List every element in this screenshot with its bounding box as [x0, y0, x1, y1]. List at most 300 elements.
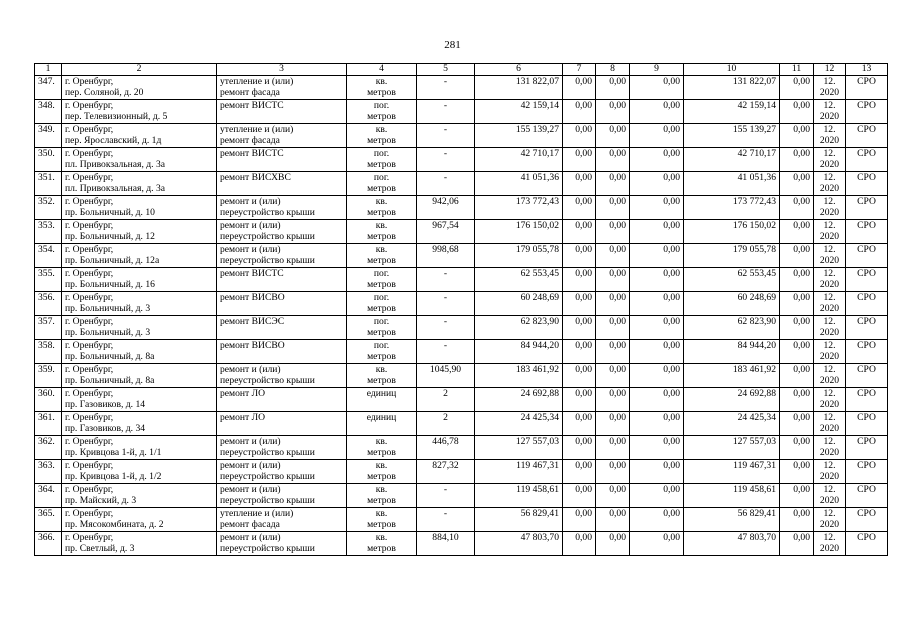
col8-cell: 0,00 [596, 268, 630, 292]
term-cell-line: 2020 [819, 495, 840, 506]
method-cell: СРО [846, 412, 888, 436]
work-type-cell [217, 388, 347, 412]
total-cost-cell: 24 425,34 [475, 412, 563, 436]
work-type-cell-line: утепление и (или) [220, 508, 294, 519]
work-type-cell-line [220, 423, 343, 434]
address-cell-line: пр. Больничный, д. 16 [65, 279, 155, 290]
total-cost-cell: 179 055,78 [475, 244, 563, 268]
work-type-cell [217, 268, 347, 292]
method-cell: СРО [846, 124, 888, 148]
row-number: 360. [35, 388, 62, 412]
address-cell-line: пр. Больничный, д. 3 [65, 303, 151, 314]
term-cell-line: 12. [823, 76, 836, 87]
row-number: 355. [35, 268, 62, 292]
total-cost-cell: 155 139,27 [475, 124, 563, 148]
term-cell-line: 2020 [819, 279, 840, 290]
work-type-cell [217, 244, 347, 268]
term-cell-line: 12. [823, 196, 836, 207]
address-cell-line: пл. Привокзальная, д. 3а [65, 183, 166, 194]
address-cell [62, 220, 217, 244]
col7-cell: 0,00 [563, 388, 596, 412]
col10-cell: 155 139,27 [684, 124, 780, 148]
address-cell [62, 196, 217, 220]
unit-cell-line: метров [367, 279, 396, 290]
work-type-cell [217, 100, 347, 124]
table-row [35, 172, 888, 196]
term-cell [814, 532, 846, 556]
col11-cell: 0,00 [780, 316, 814, 340]
row-number: 364. [35, 484, 62, 508]
term-cell [814, 412, 846, 436]
address-cell-line: г. Оренбург, [65, 292, 114, 303]
unit-cell [347, 364, 417, 388]
column-number-header: 13 [846, 64, 888, 76]
col9-cell: 0,00 [630, 196, 684, 220]
unit-cell-line: метров [367, 327, 396, 338]
method-cell: СРО [846, 76, 888, 100]
col8-cell: 0,00 [596, 508, 630, 532]
work-type-cell-line: ремонт ВИСВО [220, 292, 285, 303]
quantity-cell: - [417, 292, 475, 316]
col9-cell: 0,00 [630, 316, 684, 340]
work-type-cell [217, 436, 347, 460]
col9-cell: 0,00 [630, 100, 684, 124]
work-type-cell [217, 124, 347, 148]
term-cell-line: 12. [823, 460, 836, 471]
quantity-cell: - [417, 76, 475, 100]
term-cell-line: 12. [823, 220, 836, 231]
method-cell: СРО [846, 364, 888, 388]
unit-cell [347, 412, 417, 436]
col11-cell: 0,00 [780, 436, 814, 460]
unit-cell-line: кв. [375, 244, 388, 255]
quantity-cell: - [417, 316, 475, 340]
term-cell [814, 220, 846, 244]
total-cost-cell: 47 803,70 [475, 532, 563, 556]
unit-cell [347, 508, 417, 532]
row-number: 347. [35, 76, 62, 100]
table-row [35, 508, 888, 532]
row-number: 363. [35, 460, 62, 484]
work-type-cell [217, 292, 347, 316]
col9-cell: 0,00 [630, 412, 684, 436]
col10-cell: 56 829,41 [684, 508, 780, 532]
term-cell-line: 12. [823, 388, 836, 399]
term-cell [814, 172, 846, 196]
term-cell [814, 340, 846, 364]
term-cell-line: 2020 [819, 351, 840, 362]
unit-cell-line: кв. [375, 220, 388, 231]
unit-cell-line [350, 399, 413, 410]
column-number-header: 2 [62, 64, 217, 76]
work-type-cell-line: ремонт и (или) [220, 436, 281, 447]
method-cell: СРО [846, 388, 888, 412]
unit-cell [347, 268, 417, 292]
address-cell-line: г. Оренбург, [65, 268, 114, 279]
col9-cell: 0,00 [630, 388, 684, 412]
col8-cell: 0,00 [596, 388, 630, 412]
address-cell-line: пр. Больничный, д. 10 [65, 207, 155, 218]
col9-cell: 0,00 [630, 172, 684, 196]
address-cell-line: пер. Соляной, д. 20 [65, 87, 144, 98]
quantity-cell: 1045,90 [417, 364, 475, 388]
column-number-row [35, 64, 888, 76]
address-cell-line: пр. Больничный, д. 12 [65, 231, 155, 242]
col9-cell: 0,00 [630, 532, 684, 556]
work-type-cell-line: ремонт фасада [220, 87, 280, 98]
col8-cell: 0,00 [596, 124, 630, 148]
column-number-header: 1 [35, 64, 62, 76]
term-cell-line: 2020 [819, 399, 840, 410]
unit-cell-line: метров [367, 231, 396, 242]
address-cell-line: пр. Газовиков, д. 14 [65, 399, 146, 410]
col7-cell: 0,00 [563, 460, 596, 484]
total-cost-cell: 62 553,45 [475, 268, 563, 292]
method-cell: СРО [846, 508, 888, 532]
total-cost-cell: 56 829,41 [475, 508, 563, 532]
unit-cell-line: метров [367, 303, 396, 314]
term-cell [814, 436, 846, 460]
quantity-cell: 967,54 [417, 220, 475, 244]
col7-cell: 0,00 [563, 316, 596, 340]
quantity-cell: 827,32 [417, 460, 475, 484]
address-cell-line: г. Оренбург, [65, 436, 114, 447]
unit-cell-line: пог. [373, 100, 390, 111]
col9-cell: 0,00 [630, 268, 684, 292]
column-number-header: 11 [780, 64, 814, 76]
table-row [35, 148, 888, 172]
unit-cell-line: кв. [375, 196, 388, 207]
work-type-cell-line [220, 183, 343, 194]
col7-cell: 0,00 [563, 532, 596, 556]
term-cell-line: 2020 [819, 423, 840, 434]
term-cell-line: 2020 [819, 519, 840, 530]
work-type-cell-line: ремонт и (или) [220, 220, 281, 231]
work-type-cell-line: ремонт и (или) [220, 244, 281, 255]
column-number-header: 12 [814, 64, 846, 76]
work-type-cell [217, 532, 347, 556]
work-type-cell-line [220, 327, 343, 338]
quantity-cell: - [417, 172, 475, 196]
term-cell-line: 2020 [819, 447, 840, 458]
quantity-cell: - [417, 340, 475, 364]
unit-cell-line: метров [367, 111, 396, 122]
term-cell [814, 196, 846, 220]
column-number-header: 5 [417, 64, 475, 76]
table-row [35, 460, 888, 484]
work-type-cell-line: ремонт ВИСЭС [220, 316, 285, 327]
work-type-cell-line: переустройство крыши [220, 255, 315, 266]
term-cell-line: 2020 [819, 327, 840, 338]
address-cell [62, 364, 217, 388]
col11-cell: 0,00 [780, 172, 814, 196]
col7-cell: 0,00 [563, 124, 596, 148]
col7-cell: 0,00 [563, 100, 596, 124]
term-cell-line: 12. [823, 436, 836, 447]
row-number: 362. [35, 436, 62, 460]
work-type-cell-line [220, 159, 343, 170]
address-cell [62, 100, 217, 124]
term-cell [814, 148, 846, 172]
table-row [35, 124, 888, 148]
unit-cell-line: кв. [375, 484, 388, 495]
total-cost-cell: 119 458,61 [475, 484, 563, 508]
quantity-cell: - [417, 148, 475, 172]
quantity-cell: 446,78 [417, 436, 475, 460]
work-type-cell-line: переустройство крыши [220, 495, 315, 506]
col11-cell: 0,00 [780, 532, 814, 556]
table-row [35, 388, 888, 412]
total-cost-cell: 84 944,20 [475, 340, 563, 364]
col9-cell: 0,00 [630, 460, 684, 484]
term-cell [814, 268, 846, 292]
table-row [35, 220, 888, 244]
work-type-cell-line: ремонт фасада [220, 135, 280, 146]
method-cell: СРО [846, 460, 888, 484]
quantity-cell: - [417, 268, 475, 292]
col10-cell: 42 159,14 [684, 100, 780, 124]
work-type-cell-line: ремонт ВИСТС [220, 100, 284, 111]
unit-cell [347, 532, 417, 556]
work-type-cell-line: переустройство крыши [220, 207, 315, 218]
column-number-header: 4 [347, 64, 417, 76]
term-cell [814, 244, 846, 268]
address-cell [62, 484, 217, 508]
col8-cell: 0,00 [596, 364, 630, 388]
address-cell-line: г. Оренбург, [65, 172, 114, 183]
row-number: 361. [35, 412, 62, 436]
term-cell-line: 2020 [819, 207, 840, 218]
work-type-cell [217, 412, 347, 436]
total-cost-cell: 42 710,17 [475, 148, 563, 172]
work-type-cell-line: утепление и (или) [220, 76, 294, 87]
unit-cell-line: метров [367, 135, 396, 146]
col11-cell: 0,00 [780, 364, 814, 388]
term-cell [814, 76, 846, 100]
term-cell-line: 12. [823, 532, 836, 543]
address-cell-line: г. Оренбург, [65, 412, 114, 423]
column-number-header: 8 [596, 64, 630, 76]
col8-cell: 0,00 [596, 532, 630, 556]
address-cell [62, 436, 217, 460]
col7-cell: 0,00 [563, 76, 596, 100]
table-body [35, 76, 888, 556]
address-cell [62, 148, 217, 172]
work-type-cell [217, 484, 347, 508]
work-type-cell-line: переустройство крыши [220, 231, 315, 242]
col7-cell: 0,00 [563, 484, 596, 508]
total-cost-cell: 183 461,92 [475, 364, 563, 388]
table-row [35, 244, 888, 268]
quantity-cell: - [417, 100, 475, 124]
address-cell-line: г. Оренбург, [65, 340, 114, 351]
unit-cell-line: пог. [373, 292, 390, 303]
work-type-cell-line [220, 111, 343, 122]
col7-cell: 0,00 [563, 412, 596, 436]
column-number-header: 3 [217, 64, 347, 76]
unit-cell [347, 484, 417, 508]
row-number: 353. [35, 220, 62, 244]
total-cost-cell: 62 823,90 [475, 316, 563, 340]
quantity-cell: - [417, 124, 475, 148]
col11-cell: 0,00 [780, 484, 814, 508]
col10-cell: 24 692,88 [684, 388, 780, 412]
term-cell-line: 2020 [819, 255, 840, 266]
address-cell [62, 124, 217, 148]
unit-cell-line: пог. [373, 316, 390, 327]
quantity-cell: - [417, 484, 475, 508]
col9-cell: 0,00 [630, 220, 684, 244]
col11-cell: 0,00 [780, 292, 814, 316]
col9-cell: 0,00 [630, 244, 684, 268]
unit-cell [347, 220, 417, 244]
work-type-cell [217, 148, 347, 172]
address-cell [62, 340, 217, 364]
work-type-cell-line: переустройство крыши [220, 471, 315, 482]
term-cell-line: 12. [823, 340, 836, 351]
method-cell: СРО [846, 484, 888, 508]
work-type-cell-line: ремонт и (или) [220, 460, 281, 471]
unit-cell [347, 100, 417, 124]
col9-cell: 0,00 [630, 76, 684, 100]
address-cell-line: г. Оренбург, [65, 220, 114, 231]
address-cell-line: г. Оренбург, [65, 364, 114, 375]
col11-cell: 0,00 [780, 388, 814, 412]
address-cell-line: г. Оренбург, [65, 100, 114, 111]
unit-cell-line: метров [367, 519, 396, 530]
address-cell [62, 172, 217, 196]
address-cell-line: пр. Больничный, д. 8а [65, 375, 155, 386]
term-cell-line: 2020 [819, 375, 840, 386]
unit-cell-line: метров [367, 183, 396, 194]
col8-cell: 0,00 [596, 460, 630, 484]
address-cell-line: пр. Кривцова 1-й, д. 1/2 [65, 471, 162, 482]
unit-cell [347, 172, 417, 196]
unit-cell-line: кв. [375, 436, 388, 447]
table-row [35, 436, 888, 460]
address-cell-line: г. Оренбург, [65, 388, 114, 399]
unit-cell-line: метров [367, 471, 396, 482]
col11-cell: 0,00 [780, 412, 814, 436]
address-cell [62, 508, 217, 532]
address-cell-line: пр. Майский, д. 3 [65, 495, 137, 506]
col11-cell: 0,00 [780, 148, 814, 172]
total-cost-cell: 176 150,02 [475, 220, 563, 244]
table-row [35, 292, 888, 316]
unit-cell-line: кв. [375, 460, 388, 471]
term-cell-line: 2020 [819, 471, 840, 482]
col9-cell: 0,00 [630, 340, 684, 364]
term-cell [814, 388, 846, 412]
col10-cell: 183 461,92 [684, 364, 780, 388]
col7-cell: 0,00 [563, 508, 596, 532]
col8-cell: 0,00 [596, 340, 630, 364]
term-cell [814, 316, 846, 340]
address-cell-line: г. Оренбург, [65, 460, 114, 471]
col8-cell: 0,00 [596, 244, 630, 268]
work-type-cell-line [220, 279, 343, 290]
work-type-cell-line: ремонт ЛО [220, 412, 266, 423]
col10-cell: 179 055,78 [684, 244, 780, 268]
unit-cell-line: метров [367, 447, 396, 458]
col9-cell: 0,00 [630, 364, 684, 388]
method-cell: СРО [846, 220, 888, 244]
term-cell-line: 12. [823, 316, 836, 327]
work-type-cell [217, 460, 347, 484]
work-type-cell [217, 316, 347, 340]
col7-cell: 0,00 [563, 292, 596, 316]
unit-cell-line: единиц [366, 388, 397, 399]
table-row [35, 364, 888, 388]
address-cell-line: г. Оренбург, [65, 316, 114, 327]
col8-cell: 0,00 [596, 436, 630, 460]
work-type-cell-line: ремонт ЛО [220, 388, 266, 399]
total-cost-cell: 173 772,43 [475, 196, 563, 220]
unit-cell [347, 460, 417, 484]
unit-cell [347, 316, 417, 340]
unit-cell-line: метров [367, 255, 396, 266]
term-cell [814, 292, 846, 316]
col11-cell: 0,00 [780, 220, 814, 244]
address-cell-line: г. Оренбург, [65, 148, 114, 159]
col8-cell: 0,00 [596, 76, 630, 100]
row-number: 359. [35, 364, 62, 388]
work-type-cell [217, 508, 347, 532]
address-cell-line: пр. Кривцова 1-й, д. 1/1 [65, 447, 162, 458]
term-cell [814, 364, 846, 388]
address-cell-line: пл. Привокзальная, д. 3а [65, 159, 166, 170]
unit-cell-line: пог. [373, 268, 390, 279]
unit-cell-line: пог. [373, 172, 390, 183]
total-cost-cell: 127 557,03 [475, 436, 563, 460]
col7-cell: 0,00 [563, 148, 596, 172]
unit-cell [347, 340, 417, 364]
address-cell [62, 268, 217, 292]
table-row [35, 532, 888, 556]
col10-cell: 42 710,17 [684, 148, 780, 172]
table-row [35, 412, 888, 436]
address-cell [62, 460, 217, 484]
col11-cell: 0,00 [780, 124, 814, 148]
col10-cell: 84 944,20 [684, 340, 780, 364]
work-type-cell-line: ремонт фасада [220, 519, 280, 530]
work-type-cell-line [220, 351, 343, 362]
method-cell: СРО [846, 148, 888, 172]
method-cell: СРО [846, 244, 888, 268]
col10-cell: 119 467,31 [684, 460, 780, 484]
term-cell-line: 2020 [819, 159, 840, 170]
total-cost-cell: 42 159,14 [475, 100, 563, 124]
term-cell-line: 12. [823, 412, 836, 423]
work-type-cell-line: утепление и (или) [220, 124, 294, 135]
col7-cell: 0,00 [563, 172, 596, 196]
address-cell-line: пр. Больничный, д. 8а [65, 351, 155, 362]
table-row [35, 316, 888, 340]
col7-cell: 0,00 [563, 364, 596, 388]
col7-cell: 0,00 [563, 244, 596, 268]
col11-cell: 0,00 [780, 244, 814, 268]
row-number: 350. [35, 148, 62, 172]
term-cell [814, 100, 846, 124]
term-cell [814, 460, 846, 484]
col10-cell: 173 772,43 [684, 196, 780, 220]
col10-cell: 127 557,03 [684, 436, 780, 460]
col8-cell: 0,00 [596, 220, 630, 244]
table-row [35, 268, 888, 292]
col11-cell: 0,00 [780, 268, 814, 292]
quantity-cell: 998,68 [417, 244, 475, 268]
work-type-cell-line: ремонт ВИСТС [220, 148, 284, 159]
